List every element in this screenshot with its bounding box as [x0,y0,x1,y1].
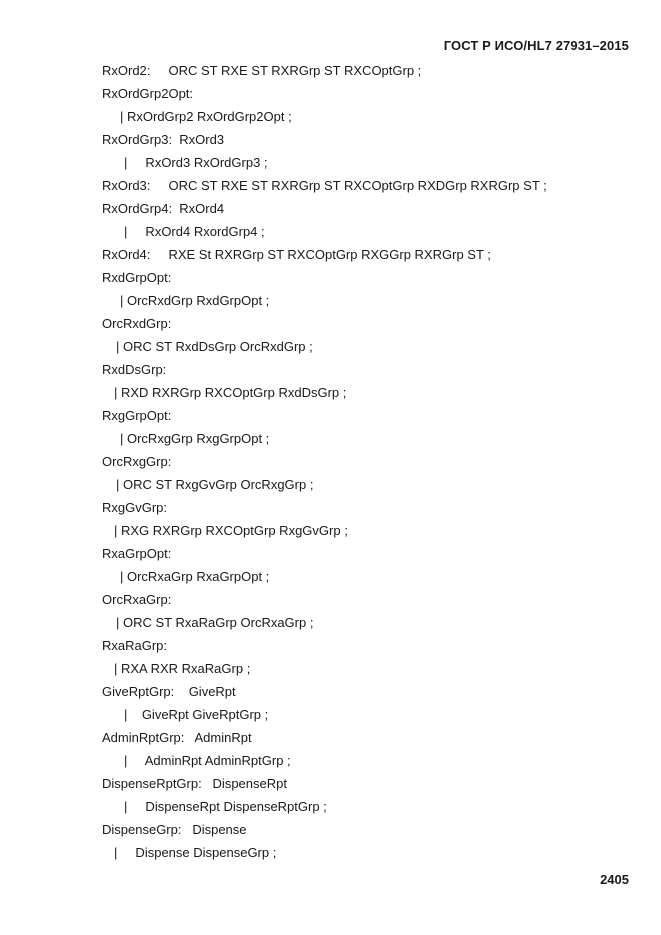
grammar-line: OrcRxgGrp: [102,454,172,469]
grammar-line: | GiveRpt GiveRptGrp ; [124,707,269,722]
grammar-line: RxgGvGrp: [102,500,168,515]
grammar-line: | RxOrd3 RxOrdGrp3 ; [124,155,268,170]
grammar-line: RxOrdGrp2Opt: [102,86,194,101]
grammar-line: | DispenseRpt DispenseRptGrp ; [124,799,327,814]
grammar-line: | AdminRpt AdminRptGrp ; [124,753,291,768]
grammar-line: | ORC ST RxaRaGrp OrcRxaGrp ; [116,615,314,630]
document-header: ГОСТ Р ИСО/HL7 27931–2015 [443,38,629,53]
grammar-line: RxdDsGrp: [102,362,167,377]
grammar-line: | Dispense DispenseGrp ; [114,845,277,860]
grammar-line: RxaGrpOpt: [102,546,172,561]
grammar-line: | RxOrdGrp2 RxOrdGrp2Opt ; [120,109,292,124]
grammar-line: | OrcRxgGrp RxgGrpOpt ; [120,431,270,446]
grammar-line: GiveRptGrp: GiveRpt [102,684,236,699]
grammar-line: RxOrd2: ORC ST RXE ST RXRGrp ST RXCOptGrp ; [102,63,422,78]
grammar-line: | OrcRxaGrp RxaGrpOpt ; [120,569,270,584]
grammar-line: | ORC ST RxdDsGrp OrcRxdGrp ; [116,339,313,354]
grammar-line: RxOrdGrp4: RxOrd4 [102,201,225,216]
page-number: 2405 [600,872,629,887]
grammar-line: | OrcRxdGrp RxdGrpOpt ; [120,293,270,308]
grammar-line: DispenseRptGrp: DispenseRpt [102,776,287,791]
grammar-line: RxaRaGrp: [102,638,168,653]
grammar-line: | RXD RXRGrp RXCOptGrp RxdDsGrp ; [114,385,347,400]
grammar-line: DispenseGrp: Dispense [102,822,247,837]
grammar-line: | ORC ST RxgGvGrp OrcRxgGrp ; [116,477,314,492]
grammar-line: RxOrd3: ORC ST RXE ST RXRGrp ST RXCOptGrp RXDGrp RXRGrp ST ; [102,178,547,193]
grammar-line: RxdGrpOpt: [102,270,172,285]
grammar-line: | RXA RXR RxaRaGrp ; [114,661,251,676]
grammar-line: OrcRxdGrp: [102,316,172,331]
grammar-line: RxOrd4: RXE St RXRGrp ST RXCOptGrp RXGGrp RXRGrp ST ; [102,247,491,262]
grammar-line: RxgGrpOpt: [102,408,172,423]
grammar-line: | RxOrd4 RxordGrp4 ; [124,224,265,239]
grammar-line: | RXG RXRGrp RXCOptGrp RxgGvGrp ; [114,523,348,538]
grammar-line: RxOrdGrp3: RxOrd3 [102,132,225,147]
grammar-line: AdminRptGrp: AdminRpt [102,730,252,745]
grammar-line: OrcRxaGrp: [102,592,172,607]
